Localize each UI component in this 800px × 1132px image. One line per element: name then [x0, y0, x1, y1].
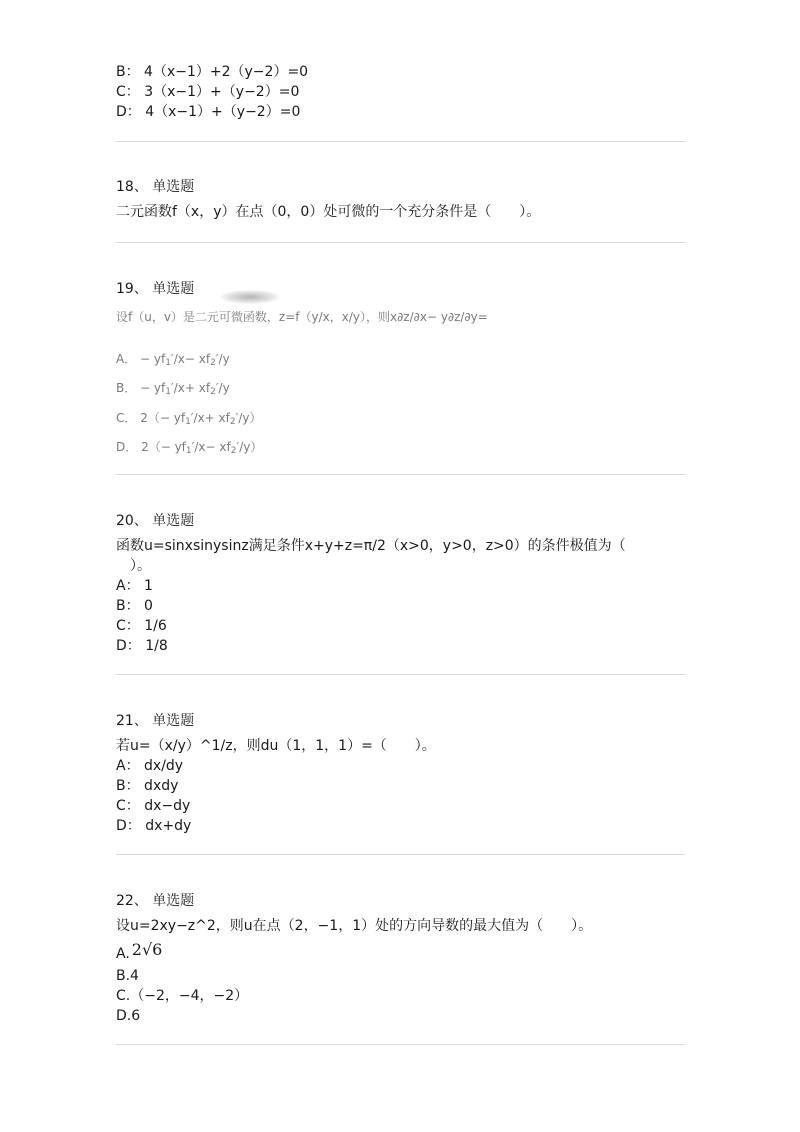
- q17-option-d: D： 4（x−1）+（y−2）=0: [116, 104, 301, 120]
- q22-stem: 设u=2xy−z^2，则u在点（2，−1，1）处的方向导数的最大值为（ ）。: [116, 918, 593, 934]
- divider: [116, 1044, 685, 1045]
- q21-option-c: C： dx−dy: [116, 798, 191, 814]
- divider: [116, 674, 685, 675]
- q20-stem-line1: 函数u=sinxsinysinz满足条件x+y+z=π/2（x>0，y>0，z>0）的条件极值为（: [116, 538, 626, 554]
- q19-option-c: C． $2(- yf_1'/x+ xf_2'/y)$: [116, 411, 262, 427]
- q19-stem: 设f（u，v）是二元可微函数，z=f（y/x，x/y），则x∂z/∂x− y∂z/∂y=: [116, 310, 488, 324]
- q19-option-b: B． − $yf_1'/x+ xf_2'/y$: [116, 381, 230, 397]
- q21-option-b: B： dxdy: [116, 778, 179, 794]
- q17-option-c: C： 3（x−1）+（y−2）=0: [116, 84, 300, 100]
- q22-option-d: D.6: [116, 1008, 141, 1024]
- q22-header: 22、 单选题: [116, 893, 195, 909]
- q20-header: 20、 单选题: [116, 513, 195, 529]
- q22-option-c: C.（−2，−4，−2）: [116, 988, 249, 1004]
- q21-header: 21、 单选题: [116, 713, 195, 729]
- q21-option-d: D： dx+dy: [116, 818, 192, 834]
- divider: [116, 242, 685, 243]
- q19-header: 19、 单选题: [116, 281, 195, 297]
- q20-option-d: D： 1/8: [116, 638, 168, 654]
- q20-stem-line2: ）。: [130, 558, 151, 574]
- q22-option-b: B.4: [116, 968, 139, 984]
- q22-option-a-math-image: 2√6: [131, 940, 163, 959]
- q20-option-a: A： 1: [116, 578, 153, 594]
- q17-option-b: B： 4（x−1）+2（y−2）=0: [116, 64, 309, 80]
- divider: [116, 854, 685, 855]
- q18-header: 18、 单选题: [116, 179, 195, 195]
- q20-option-c: C： 1/6: [116, 618, 167, 634]
- q20-option-b: B： 0: [116, 598, 153, 614]
- divider: [116, 141, 685, 142]
- q19-option-d: D． $2(- yf_1'/x- xf_2'/y)$: [116, 440, 263, 456]
- divider: [116, 474, 685, 475]
- q19-option-a: A． − $yf_1'/x- xf_2'/y$: [116, 352, 230, 368]
- q21-stem: 若u=（x/y）^1/z，则du（1，1，1）=（ ）。: [116, 738, 436, 754]
- q22-option-a: A. 2√6: [116, 940, 163, 962]
- q21-option-a: A： dx/dy: [116, 758, 184, 774]
- q18-stem: 二元函数f（x，y）在点（0，0）处可微的一个充分条件是（ ）。: [116, 204, 541, 220]
- scan-smudge: [220, 290, 280, 304]
